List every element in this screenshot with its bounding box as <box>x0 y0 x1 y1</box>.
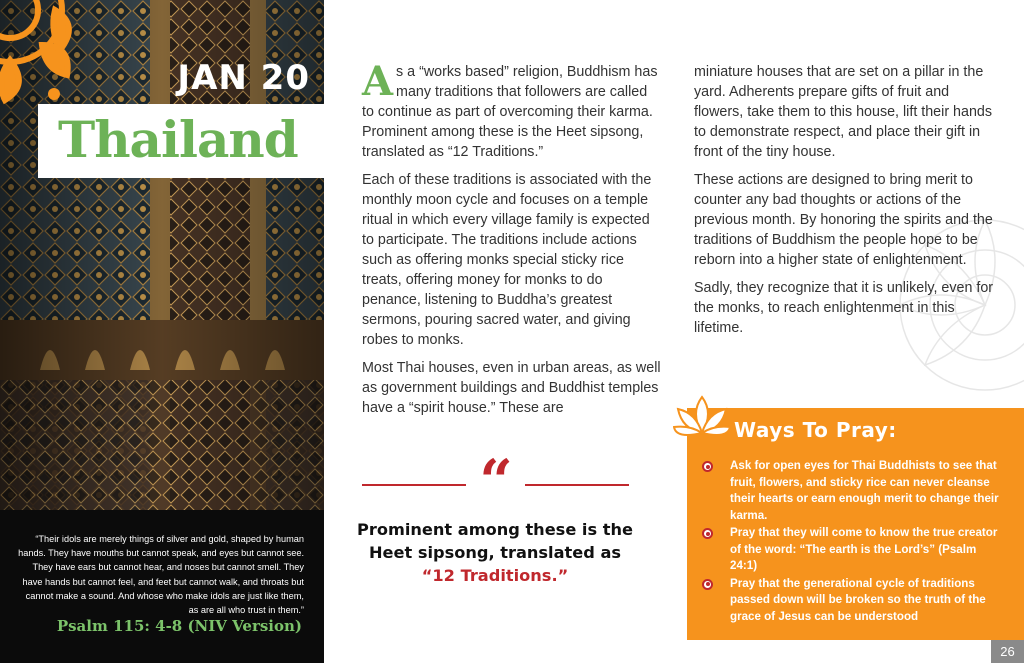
ways-to-pray-title: Ways To Pray: <box>734 418 897 442</box>
country-title: Thailand <box>58 110 298 169</box>
bullet-icon <box>702 461 713 472</box>
date-label: JAN 20 <box>177 58 310 98</box>
paragraph: Each of these traditions is associated with the monthly moon cycle and focuses on a temple ritual in which every village family is expected to participate. The traditions include actions such as offering monks special sticky rice treats, offering money for monks to do penance, listening to Buddha’s greatest sermons, pouring sacred water, and giving robes to monks. <box>362 172 652 348</box>
paragraph: These actions are designed to bring merit to counter any bad thoughts or actions of the previous month. By honoring the spirits and the traditions of Buddhism the people hope to be reborn into a higher state of enlightenment. <box>694 172 993 268</box>
paragraph: Most Thai houses, even in urban areas, as well as government buildings and Buddhist temples have a “spirit house.” These are <box>362 360 661 416</box>
quote-mark-icon: “ <box>479 447 513 515</box>
article-column-1 <box>362 58 662 426</box>
prayer-item-text: Pray that the generational cycle of traditions passed down will be broken so the truth of the grace of Jesus can be understood <box>730 576 986 623</box>
lotus-icon <box>673 393 731 439</box>
mandala-corner-icon <box>0 0 110 115</box>
prayer-item-text: Pray that they will come to know the true creator of the word: “The earth is the Lord’s” (Psalm 24:1) <box>730 526 998 572</box>
scripture-box <box>0 510 324 663</box>
paragraph <box>362 58 662 162</box>
quote-divider-left <box>362 484 466 486</box>
prayer-item <box>700 458 1006 524</box>
pull-quote-text: Prominent among these is the Heet sipsong, translated as <box>357 520 633 562</box>
prayer-list <box>700 458 1006 626</box>
country-title-box <box>38 104 325 178</box>
pull-quote-highlight: “12 Traditions.” <box>421 566 569 585</box>
paragraph-text: s a “works based” religion, Buddhism has many traditions that followers are called to continue as part of overcoming their karma. Prominent among these is the Heet sipsong, translated as “12 Traditions.” <box>362 64 658 160</box>
bullet-icon <box>702 528 713 539</box>
prayer-item <box>700 576 1006 626</box>
prayer-item-text: Ask for open eyes for Thai Buddhists to see that fruit, flowers, and sticky rice can never cleanse their hearts or earn enough merit to change their karma. <box>730 459 999 522</box>
scripture-text: “Their idols are merely things of silver and gold, shaped by human hands. They have mouths but cannot speak, and eyes but cannot see. They have ears but cannot hear, and noses but cannot smell. They have hands but cannot feel, and feet but cannot walk, and throats but cannot make a sound. And whose who make idols are just like them, as are all who trust in them.” <box>18 534 304 616</box>
page-number: 26 <box>991 640 1024 663</box>
article-column-2 <box>694 62 1000 346</box>
prayer-item <box>700 525 1006 575</box>
drop-cap: A <box>362 58 394 105</box>
pull-quote <box>352 518 638 587</box>
paragraph: miniature houses that are set on a pillar in the yard. Adherents prepare gifts of fruit and flowers, take them to this house, lift their hands to demonstrate respect, and place their gift in front of the tiny house. <box>694 64 993 160</box>
bullet-icon <box>702 579 713 590</box>
quote-divider-right <box>525 484 629 486</box>
scripture-reference: Psalm 115: 4-8 (NIV Version) <box>56 617 302 635</box>
paragraph: Sadly, they recognize that it is unlikely, even for the monks, to reach enlightenment in this lifetime. <box>694 280 994 336</box>
